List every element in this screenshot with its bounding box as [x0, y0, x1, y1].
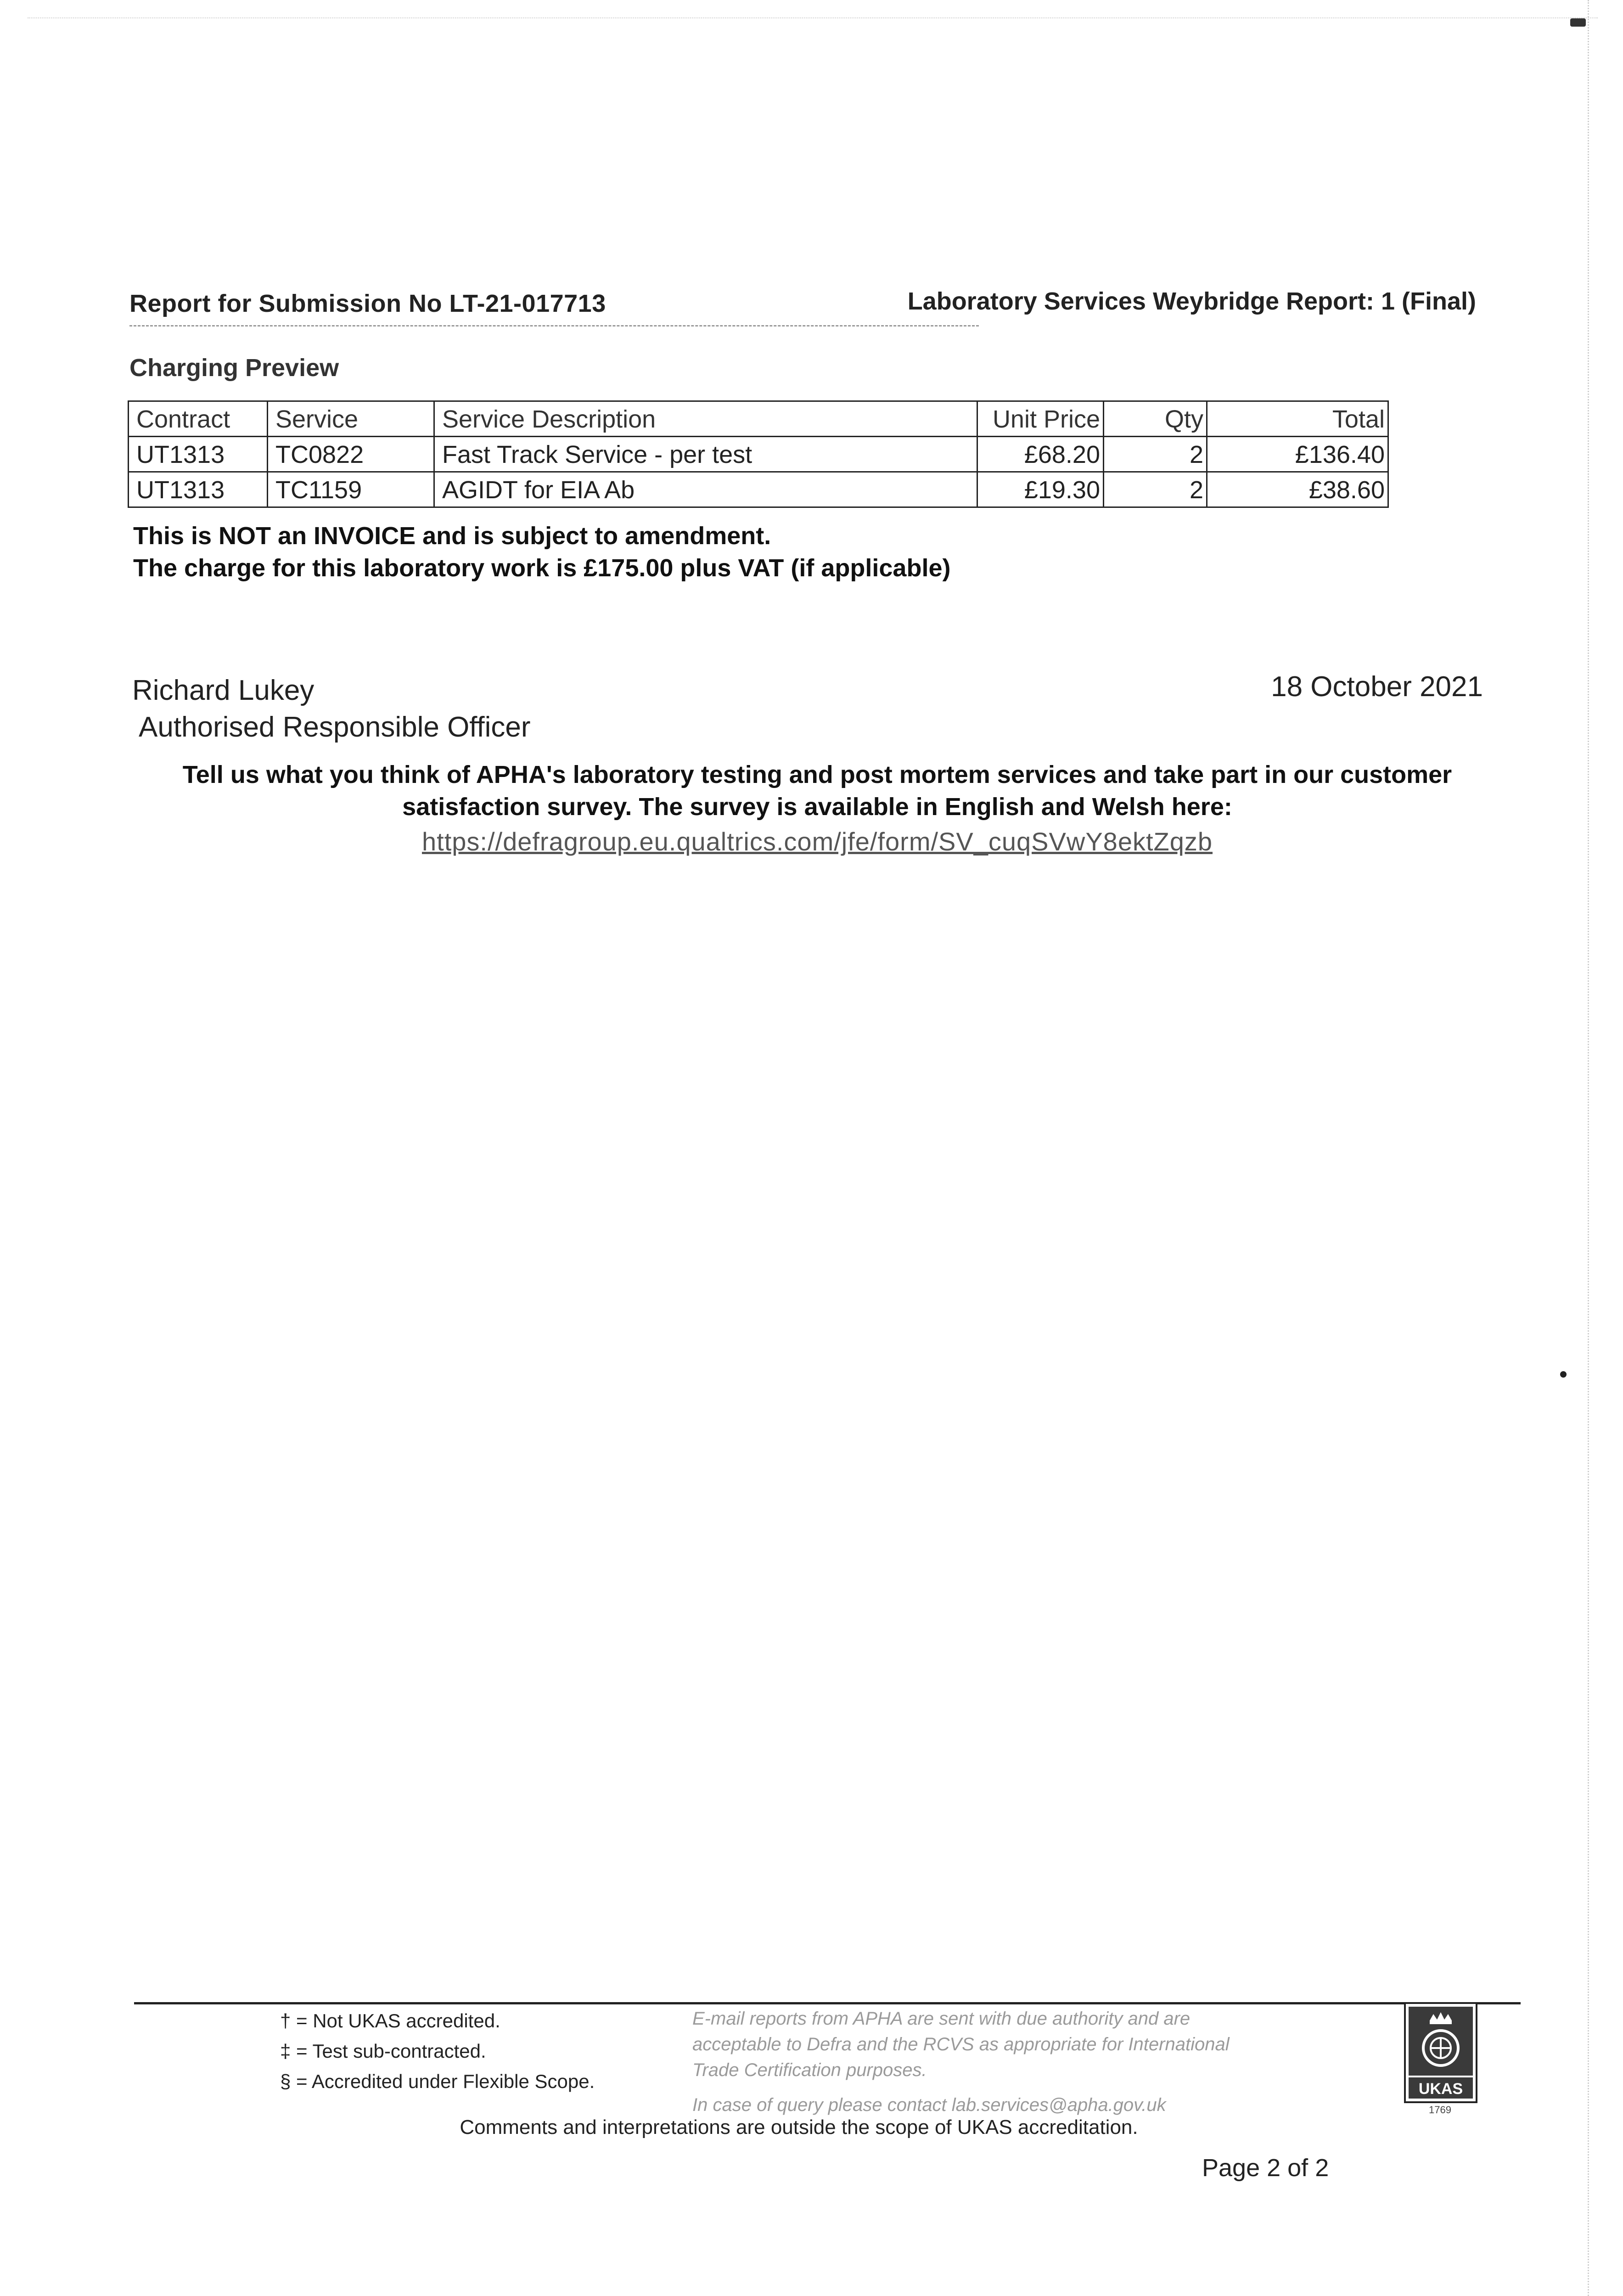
- col-header-service: Service: [268, 401, 434, 437]
- col-header-contract: Contract: [129, 401, 268, 437]
- accreditation-legend: [280, 2006, 595, 2097]
- cell-unit-price: £19.30: [977, 472, 1104, 507]
- email-disclaimer: [692, 2006, 1230, 2118]
- footer-rule: [134, 2002, 1521, 2004]
- table-row: [129, 472, 1388, 507]
- cell-description: AGIDT for EIA Ab: [434, 472, 977, 507]
- report-date: 18 October 2021: [1271, 671, 1483, 703]
- disclaimer-line-2: acceptable to Defra and the RCVS as appropriate for International: [692, 2034, 1230, 2054]
- header-rule: [129, 325, 979, 327]
- survey-line-2: satisfaction survey. The survey is available in English and Welsh here:: [402, 793, 1232, 821]
- lab-report-label: Laboratory Services Weybridge Report: 1 (Final): [907, 287, 1476, 315]
- survey-invitation: [152, 759, 1483, 823]
- table-row: [129, 437, 1388, 472]
- col-header-description: Service Description: [434, 401, 977, 437]
- cell-qty: 2: [1104, 472, 1207, 507]
- legend-not-accredited: † = Not UKAS accredited.: [280, 2010, 500, 2032]
- ukas-logo-text: UKAS: [1418, 2080, 1463, 2098]
- query-contact: In case of query please contact lab.services@apha.gov.uk: [692, 2095, 1166, 2115]
- scan-dot-mark: [1560, 1371, 1567, 1378]
- ukas-number: 1769: [1429, 2104, 1451, 2116]
- charging-table: [128, 400, 1389, 508]
- disclaimer-line-3: Trade Certification purposes.: [692, 2060, 927, 2080]
- scan-border-right: [1588, 0, 1590, 2296]
- total-charge-note: The charge for this laboratory work is £175.00 plus VAT (if applicable): [133, 554, 951, 582]
- cell-qty: 2: [1104, 437, 1207, 472]
- cell-description: Fast Track Service - per test: [434, 437, 977, 472]
- page-number: Page 2 of 2: [1202, 2154, 1329, 2182]
- survey-line-1: Tell us what you think of APHA's laboratory testing and post mortem services and take part in our customer: [182, 761, 1452, 788]
- cell-unit-price: £68.20: [977, 437, 1104, 472]
- cell-contract: UT1313: [129, 472, 268, 507]
- col-header-unit-price: Unit Price: [977, 401, 1104, 437]
- legend-flexible-scope: § = Accredited under Flexible Scope.: [280, 2071, 595, 2092]
- col-header-qty: Qty: [1104, 401, 1207, 437]
- scan-corner-mark: [1570, 18, 1586, 27]
- ukas-crown-logo-icon: [1404, 2002, 1477, 2103]
- cell-total: £38.60: [1207, 472, 1388, 507]
- legend-sub-contracted: ‡ = Test sub-contracted.: [280, 2040, 486, 2062]
- col-header-total: Total: [1207, 401, 1388, 437]
- ukas-scope-note: Comments and interpretations are outside the scope of UKAS accreditation.: [460, 2116, 1138, 2138]
- scan-border-top: [28, 17, 1598, 18]
- submission-number: Report for Submission No LT-21-017713: [129, 290, 606, 317]
- officer-role: Authorised Responsible Officer: [139, 711, 531, 743]
- cell-contract: UT1313: [129, 437, 268, 472]
- not-invoice-note: This is NOT an INVOICE and is subject to amendment.: [133, 522, 771, 550]
- charging-preview-title: Charging Preview: [129, 354, 339, 382]
- survey-link[interactable]: https://defragroup.eu.qualtrics.com/jfe/form/SV_cuqSVwY8ektZqzb: [421, 827, 1213, 856]
- officer-name: Richard Lukey: [132, 675, 314, 706]
- cell-service: TC0822: [268, 437, 434, 472]
- cell-service: TC1159: [268, 472, 434, 507]
- cell-total: £136.40: [1207, 437, 1388, 472]
- table-header-row: [129, 401, 1388, 437]
- disclaimer-line-1: E-mail reports from APHA are sent with due authority and are: [692, 2009, 1191, 2029]
